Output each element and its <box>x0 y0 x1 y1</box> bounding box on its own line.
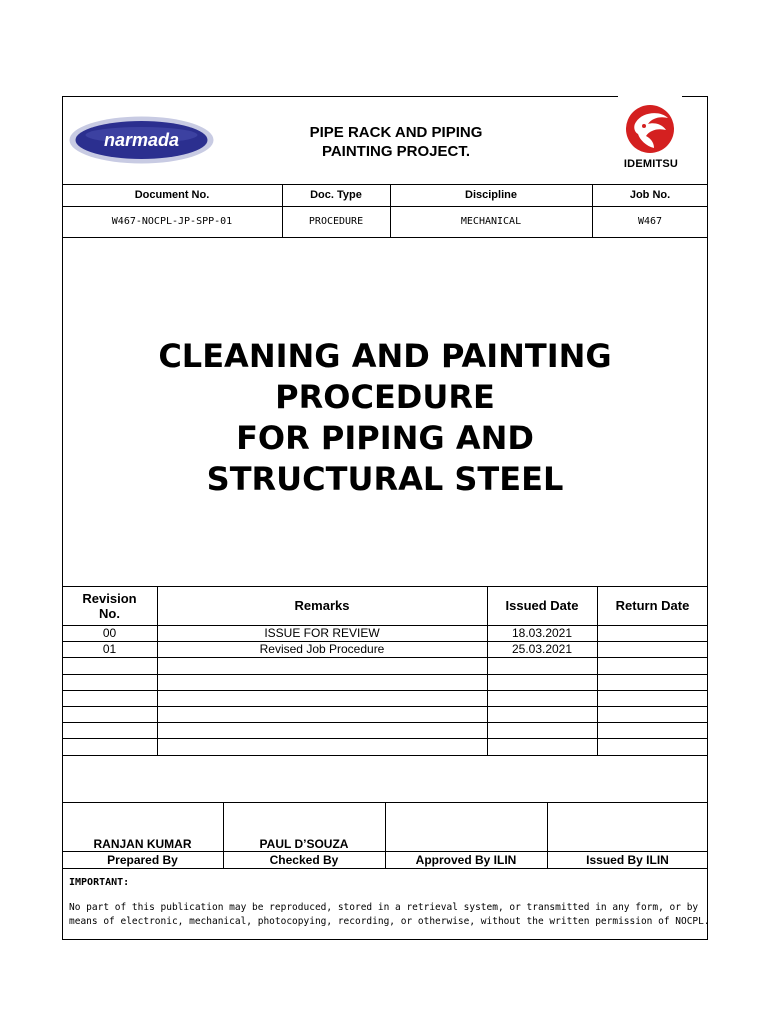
checked-by-name: PAUL D’SOUZA <box>259 836 349 851</box>
issued-date-cell: 25.03.2021 <box>511 642 573 656</box>
checked-by-label: Checked By <box>269 852 339 867</box>
revision-number-cell: 00 <box>102 626 117 640</box>
project-title <box>235 123 557 161</box>
revision-header-line1: Revision <box>82 590 137 606</box>
remarks-cell: Revised Job Procedure <box>259 642 385 656</box>
divider <box>62 722 708 723</box>
divider <box>62 755 708 756</box>
idemitsu-wordmark: IDEMITSU <box>623 158 679 170</box>
divider <box>62 690 708 691</box>
prepared-by-name: RANJAN KUMAR <box>93 836 192 851</box>
discipline-header: Discipline <box>465 189 517 201</box>
frame-gap <box>618 92 682 100</box>
important-notice-text <box>69 901 710 929</box>
remarks-header: Remarks <box>294 598 350 613</box>
project-title-line1: PIPE RACK AND PIPING <box>309 124 483 141</box>
idemitsu-logo <box>620 104 682 176</box>
issued-by-label: Issued By ILIN <box>586 852 669 867</box>
prepared-by-label: Prepared By <box>107 852 178 867</box>
title-line2: PROCEDURE <box>275 378 495 416</box>
title-line3: FOR PIPING AND <box>236 419 534 457</box>
remarks-cell: ISSUE FOR REVIEW <box>264 626 380 640</box>
issued-date-header: Issued Date <box>505 598 579 613</box>
issued-by-name <box>547 836 708 851</box>
doc-type-header: Doc. Type <box>310 189 362 201</box>
issued-date-cell: 18.03.2021 <box>511 626 573 640</box>
discipline-value: MECHANICAL <box>460 216 522 227</box>
approved-by-name <box>385 836 547 851</box>
divider <box>62 674 708 675</box>
document-title <box>62 336 708 500</box>
doc-number-header: Document No. <box>134 189 210 201</box>
notice-line1: No part of this publication may be reproduced, stored in a retrieval system, or transmitted in any form, or by <box>69 902 699 913</box>
divider <box>62 738 708 739</box>
revision-header-line2: No. <box>99 605 120 621</box>
idemitsu-emblem-icon <box>620 104 682 154</box>
return-date-cell <box>597 625 708 641</box>
divider <box>62 237 708 238</box>
narmada-logo <box>68 115 215 165</box>
divider <box>62 868 708 869</box>
job-number-header: Job No. <box>629 189 671 201</box>
notice-line2: means of electronic, mechanical, photocopying, recording, or otherwise, without the written permission of NOCPL. <box>69 916 710 927</box>
title-line1: CLEANING AND PAINTING <box>158 337 612 375</box>
divider <box>62 706 708 707</box>
project-title-line2: PAINTING PROJECT. <box>321 143 471 160</box>
job-number-value: W467 <box>637 216 663 227</box>
revision-number-header <box>62 586 157 625</box>
doc-number-value: W467-NOCPL-JP-SPP-01 <box>111 216 233 227</box>
return-date-header: Return Date <box>615 598 690 613</box>
doc-type-value: PROCEDURE <box>308 216 364 227</box>
title-line4: STRUCTURAL STEEL <box>206 460 564 498</box>
divider <box>62 657 708 658</box>
approved-by-label: Approved By ILIN <box>415 852 517 867</box>
return-date-cell <box>597 641 708 657</box>
revision-number-cell: 01 <box>102 642 117 656</box>
svg-text:narmada: narmada <box>103 130 180 150</box>
important-heading: IMPORTANT: <box>69 877 130 888</box>
